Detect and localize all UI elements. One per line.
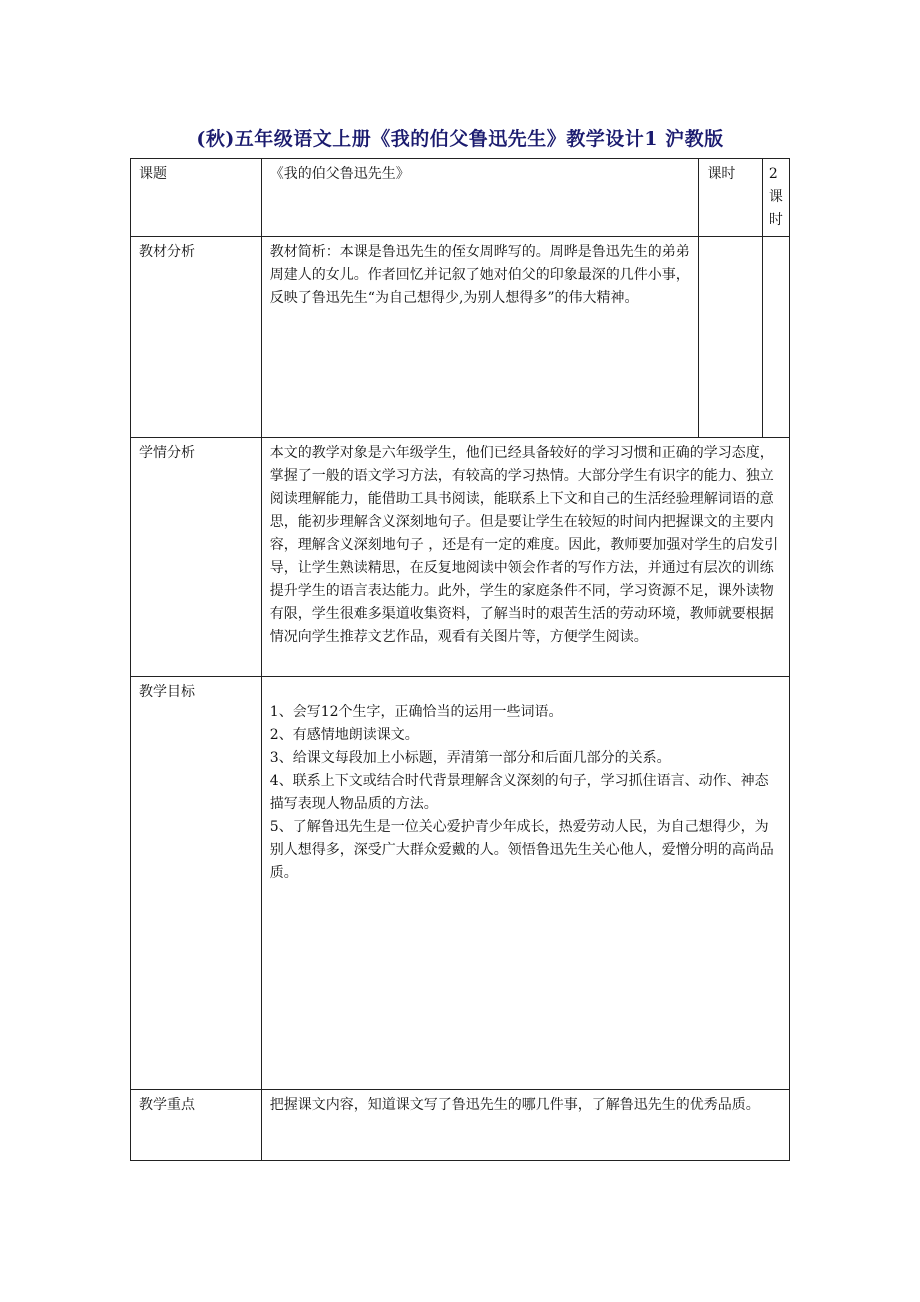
- hours-value: 2课时: [762, 159, 789, 237]
- goals-label: 教学目标: [131, 677, 262, 1090]
- topic-label: 课题: [131, 159, 262, 237]
- table-row-students: [131, 438, 790, 677]
- students-label: 学情分析: [131, 438, 262, 677]
- lesson-plan-table: [130, 158, 790, 1161]
- document-title: (秋)五年级语文上册《我的伯父鲁迅先生》教学设计1 沪教版: [196, 128, 724, 150]
- table-row-material: [131, 237, 790, 438]
- students-value: 本文的教学对象是六年级学生，他们已经具备较好的学习习惯和正确的学习态度，掌握了一般的语文学习方法，有较高的学习热情。大部分学生有识字的能力、独立阅读理解能力，能借助工具书阅读，能联系上下文和自己的生活经验理解词语的意思，能初步理解含义深刻地句子。但是要让学生在较短的时间内把握课文的主要内容，理解含义深刻地句子 ，还是有一定的难度。因此，教师要加强对学生的启发引导，让学生熟读精思，在反复地阅读中领会作者的写作方法，并通过有层次的训练提升学生的语言表达能力。此外，学生的家庭条件不同，学习资源不足，课外读物有限，学生很难多渠道收集资料，了解当时的艰苦生活的劳动环境，教师就要根据情况向学生推荐文艺作品，观看有关图片等，方便学生阅读。: [261, 438, 789, 677]
- goal-item: 4、联系上下文或结合时代背景理解含义深刻的句子，学习抓住语言、动作、神态描写表现人物品质的方法。: [269, 773, 769, 812]
- material-empty-cell: [699, 237, 762, 438]
- material-label: 教材分析: [131, 237, 262, 438]
- goal-item: 2、有感情地朗读课文。: [269, 727, 419, 743]
- material-empty-cell: [762, 237, 789, 438]
- goal-item: 1、会写12个生字，正确恰当的运用一些词语。: [269, 704, 563, 720]
- table-row-goals: [131, 677, 790, 1090]
- topic-value: 《我的伯父鲁迅先生》: [261, 159, 699, 237]
- key-points-value: 把握课文内容，知道课文写了鲁迅先生的哪几件事，了解鲁迅先生的优秀品质。: [261, 1090, 789, 1161]
- goal-item: 5、了解鲁迅先生是一位关心爱护青少年成长，热爱劳动人民，为自己想得少，为别人想得多，深受广大群众爱戴的人。领悟鲁迅先生关心他人，爱憎分明的高尚品质。: [269, 819, 774, 881]
- table-row-topic: [131, 159, 790, 237]
- table-row-key-points: [131, 1090, 790, 1161]
- key-points-label: 教学重点: [131, 1090, 262, 1161]
- goal-item: 3、给课文每段加上小标题，弄清第一部分和后面几部分的关系。: [269, 750, 671, 766]
- material-value: 教材简析：本课是鲁迅先生的侄女周晔写的。周晔是鲁迅先生的弟弟周建人的女儿。作者回忆并记叙了她对伯父的印象最深的几件小事，反映了鲁迅先生“为自己想得少,为别人想得多”的伟大精神。: [261, 237, 699, 438]
- goals-list: [261, 677, 789, 1090]
- hours-label: 课时: [699, 159, 762, 237]
